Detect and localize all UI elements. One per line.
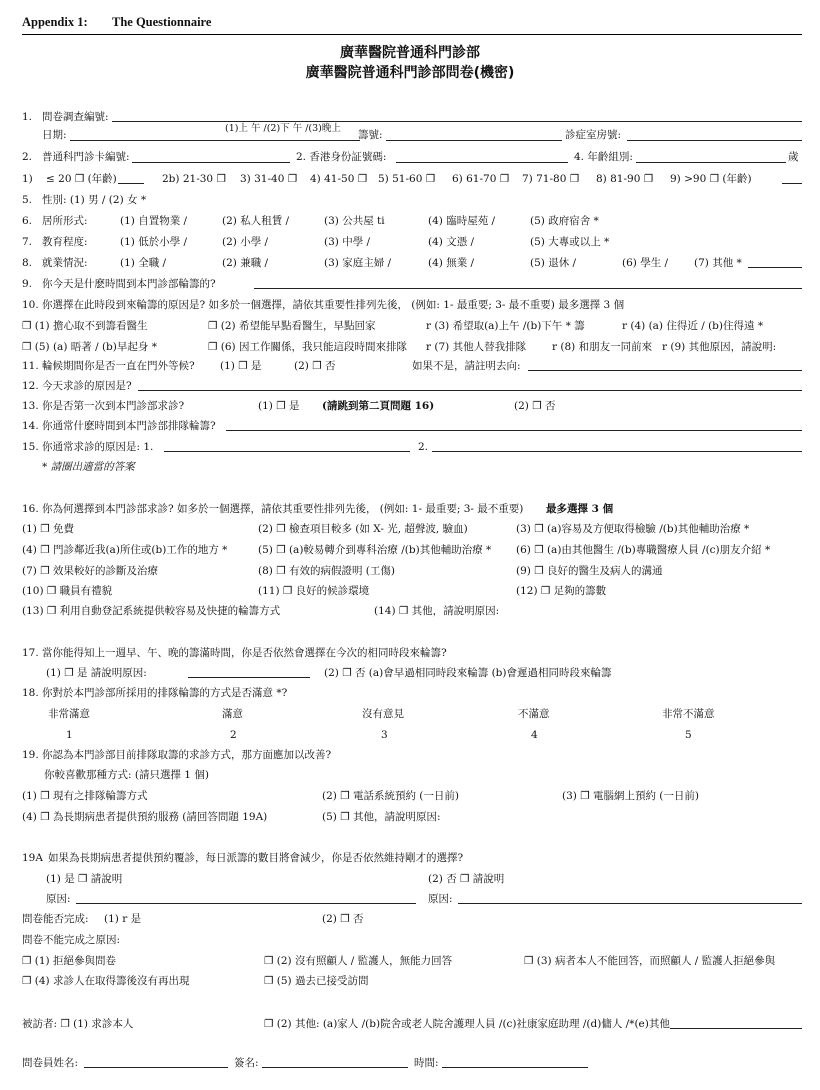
interviewer-name-label: 問卷員姓名: <box>22 1057 79 1069</box>
q14-line[interactable] <box>226 430 802 431</box>
q9-text: 你今天是什麽時間到本門診部輪籌的? <box>42 278 216 290</box>
q12-line[interactable] <box>138 390 802 391</box>
age-unit: 歲 <box>788 151 799 163</box>
age-group-3[interactable]: 3) 31-40 ❐ <box>240 173 298 185</box>
room-line[interactable] <box>627 140 802 141</box>
q6-num: 6. <box>22 215 33 227</box>
q19a-reason-line-2[interactable] <box>458 903 802 904</box>
q10-opt-3[interactable]: r (3) 希望取(a)上午 /(b)下午 * 籌 <box>426 320 585 332</box>
session-options: (1)上 午 /(2)下 午 /(3)晚上 <box>225 123 341 134</box>
q16-opt-8[interactable]: (8) ❐ 有效的病假證明 (工傷) <box>258 565 395 577</box>
q10-opt-5[interactable]: ❐ (5) (a) 晤著 / (b)早起身 * <box>22 341 157 353</box>
q14-num: 14. <box>22 420 39 432</box>
q16-bold: 最多選擇 3 個 <box>546 503 614 515</box>
q19a-num: 19A <box>22 852 43 864</box>
q16-opt-3[interactable]: (3) ❐ (a)容易及方便取得檢驗 /(b)其他輔助治療 * <box>516 523 750 535</box>
q11-follow: 如果不是，請註明去向: <box>412 360 521 372</box>
q19a-reason-1: 原因: <box>46 893 71 905</box>
q7-num: 7. <box>22 236 33 248</box>
q8-other-line[interactable] <box>748 267 802 268</box>
q15-text: 你通常求診的原因是: 1. <box>42 441 154 453</box>
q16-opt-12[interactable]: (12) ❐ 足夠的籌數 <box>516 585 607 597</box>
age-group-2[interactable]: 2b) 21-30 ❐ <box>162 173 226 185</box>
q15-num: 15. <box>22 441 39 453</box>
q17-line[interactable] <box>188 677 310 678</box>
incomplete-5[interactable]: ❐ (5) 過去已接受訪問 <box>264 975 369 987</box>
q19-opt-4[interactable]: (4) ❐ 為長期病患者提供預約服務 (請回答問題 19A) <box>22 811 268 823</box>
q10-opt-8[interactable]: r (8) 和朋友一同前來 <box>552 341 653 353</box>
q11-text: 輪候期間你是否一直在門外等候? <box>42 360 195 372</box>
q11-yes[interactable]: (1) ❐ 是 <box>220 360 262 372</box>
q15-line-2[interactable] <box>432 451 802 452</box>
q11-line[interactable] <box>528 370 802 371</box>
q19-opt-5[interactable]: (5) ❐ 其他，請說明原因: <box>322 811 441 823</box>
q18-scale-1[interactable]: 非常滿意 <box>48 708 90 720</box>
id-line[interactable] <box>396 162 568 163</box>
ticket-line[interactable] <box>386 140 562 141</box>
age-group-9[interactable]: 9) >90 ❐ (年齡) <box>670 173 752 185</box>
q9-line[interactable] <box>254 288 802 289</box>
time-line[interactable] <box>442 1067 588 1068</box>
age-group-1-line[interactable] <box>118 183 144 184</box>
q16-text: 你為何選擇到本門診部求診? 如多於一個選擇，請依其重要性排列先後， (例如: 1- 最重要; 3- 最不重要) <box>42 503 524 515</box>
q7-opt-5[interactable]: (5) 大專或以上 * <box>530 236 610 248</box>
q8-opt-7[interactable]: (7) 其他 * <box>694 257 742 269</box>
incomplete-3[interactable]: ❐ (3) 病者本人不能回答，而照顧人 / 監護人拒絕參與 <box>524 955 776 967</box>
time-label: 時間: <box>414 1057 439 1069</box>
q19a-text: 如果為長期病患者提供預約覆診，每日派籌的數目將會減少，你是否依然維持剛才的選擇? <box>48 852 464 864</box>
q19-text: 你認為本門診部目前排隊取籌的求診方式，那方面應加以改善? <box>42 749 332 761</box>
q6-opt-2[interactable]: (2) 私人租賃 / <box>222 215 290 227</box>
q6-opt-3[interactable]: (3) 公共屋 ti <box>324 215 385 227</box>
id-label: 2. 香港身份証號碼: <box>296 151 387 163</box>
q16-opt-10[interactable]: (10) ❐ 職員有禮貌 <box>22 585 113 597</box>
age-group-1[interactable]: ≤ 20 ❐ (年齡) <box>46 173 117 185</box>
q16-opt-5[interactable]: (5) ❐ (a)較易轉介到專科治療 /(b)其他輔助治療 * <box>258 544 492 556</box>
age-group-6[interactable]: 6) 61-70 ❐ <box>452 173 510 185</box>
q16-opt-2[interactable]: (2) ❐ 檢查項目較多 (如 X- 光, 超聲波, 驗血) <box>258 523 468 535</box>
room-label: 診症室房號: <box>565 129 622 141</box>
incomplete-1[interactable]: ❐ (1) 拒絕參與問卷 <box>22 955 116 967</box>
ticket-label: 籌號: <box>358 129 383 141</box>
q2-num: 2. <box>22 151 33 163</box>
respondent-self[interactable]: 被訪者: ❐ (1) 求診本人 <box>22 1018 134 1030</box>
q10-opt-4[interactable]: r (4) (a) 住得近 / (b)住得遠 * <box>622 320 764 332</box>
q12-text: 今天求診的原因是? <box>42 380 132 392</box>
q1-num: 1. <box>22 111 33 123</box>
title-line-1: 廣華醫院普通科門診部 <box>340 45 480 61</box>
q10-opt-9[interactable]: r (9) 其他原因，請說明: <box>662 341 777 353</box>
q19a-no[interactable]: (2) 否 ❐ 請說明 <box>428 873 505 885</box>
q10-opt-7[interactable]: r (7) 其他人替我排隊 <box>426 341 527 353</box>
q10-num: 10. <box>22 299 39 311</box>
q16-opt-6[interactable]: (6) ❐ (a)由其他醫生 /(b)專職醫療人員 /(c)朋友介紹 * <box>516 544 771 556</box>
incomplete-4[interactable]: ❐ (4) 求診人在取得籌後沒有再出現 <box>22 975 190 987</box>
q19a-reason-line-1[interactable] <box>76 903 416 904</box>
q6-opt-4[interactable]: (4) 臨時屋苑 / <box>428 215 496 227</box>
q18-num-1: 1 <box>66 729 73 741</box>
q8-opt-3[interactable]: (3) 家庭主婦 / <box>324 257 392 269</box>
q16-opt-9[interactable]: (9) ❐ 良好的醫生及病人的溝通 <box>516 565 663 577</box>
q18-scale-4[interactable]: 不滿意 <box>518 708 550 720</box>
q19a-reason-2: 原因: <box>428 893 453 905</box>
q10-text: 你選擇在此時段到來輪籌的原因是? 如多於一個選擇，請依其重要性排列先後， (例如: 1- 最重要; 3- 最不重要) 最多選擇 3 個 <box>42 299 625 311</box>
q18-num-4: 4 <box>531 729 538 741</box>
age-line[interactable] <box>636 162 786 163</box>
interviewer-name-line[interactable] <box>84 1067 228 1068</box>
q18-scale-3[interactable]: 沒有意見 <box>362 708 404 720</box>
q17-yes[interactable]: (1) ❐ 是 請說明原因: <box>46 667 147 679</box>
q8-num: 8. <box>22 257 33 269</box>
q16-num: 16. <box>22 503 39 515</box>
age-label: 4. 年齡組別: <box>574 151 633 163</box>
age-group-num: 1) <box>22 173 33 185</box>
q8-opt-2[interactable]: (2) 兼職 / <box>222 257 269 269</box>
q18-num-3: 3 <box>381 729 388 741</box>
card-line[interactable] <box>132 162 290 163</box>
q13-text: 你是否第一次到本門診部求診? <box>42 400 185 412</box>
date-line[interactable] <box>70 140 360 141</box>
q13-yes[interactable]: (1) ❐ 是 <box>258 400 300 412</box>
q19a-yes[interactable]: (1) 是 ❐ 請說明 <box>46 873 123 885</box>
respondent-other[interactable]: ❐ (2) 其他: (a)家人 /(b)院舍或老人院舍護理人員 /(c)社康家庭助理 /(d)傭人 /*(e)其他 <box>264 1018 670 1030</box>
age-group-9-line[interactable] <box>782 183 802 184</box>
q18-scale-5[interactable]: 非常不滿意 <box>662 708 715 720</box>
q18-num-2: 2 <box>230 729 237 741</box>
q18-scale-2[interactable]: 滿意 <box>222 708 243 720</box>
q7-label: 教育程度: <box>42 236 88 248</box>
q18-num-5: 5 <box>685 729 692 741</box>
q19-opt-3[interactable]: (3) ❐ 電腦網上預約 (一日前) <box>562 790 699 802</box>
q11-num: 11. <box>22 360 39 372</box>
completion-reason-label: 問卷不能完成之原因: <box>22 934 121 946</box>
q17-num: 17. <box>22 647 39 659</box>
q16-opt-13[interactable]: (13) ❐ 利用自動登記系統提供較容易及快捷的輪籌方式 <box>22 605 281 617</box>
date-label: 日期: <box>42 129 67 141</box>
q15-two: 2. <box>418 441 429 453</box>
q19-num: 19. <box>22 749 39 761</box>
age-group-4[interactable]: 4) 41-50 ❐ <box>310 173 368 185</box>
q16-opt-4[interactable]: (4) ❐ 門診鄰近我(a)所住或(b)工作的地方 * <box>22 544 228 556</box>
q17-no[interactable]: (2) ❐ 否 (a)會早過相同時段來輪籌 (b)會遲過相同時段來輪籌 <box>324 667 612 679</box>
q19-opt-1[interactable]: (1) ❐ 現有之排隊輪籌方式 <box>22 790 148 802</box>
completion-label: 問卷能否完成: <box>22 913 89 925</box>
completion-yes[interactable]: (1) r 是 <box>104 913 142 925</box>
q19-sub: 你較喜歡那種方式: (請只選擇 1 個) <box>44 769 209 781</box>
signature-label: 簽名: <box>234 1057 259 1069</box>
q10-opt-1[interactable]: ❐ (1) 擔心取不到籌看醫生 <box>22 320 148 332</box>
q12-num: 12. <box>22 380 39 392</box>
q15-line-1[interactable] <box>164 451 410 452</box>
q13-jump: (請跳到第二頁問題 16) <box>322 400 435 412</box>
q16-opt-11[interactable]: (11) ❐ 良好的候診環境 <box>258 585 370 597</box>
q16-opt-1[interactable]: (1) ❐ 免費 <box>22 523 74 535</box>
q5-num: 5. <box>22 194 33 206</box>
completion-no[interactable]: (2) ❐ 否 <box>322 913 364 925</box>
incomplete-2[interactable]: ❐ (2) 沒有照顧人 / 監護人，無能力回答 <box>264 955 453 967</box>
signature-line[interactable] <box>262 1067 408 1068</box>
q7-opt-1[interactable]: (1) 低於小學 / <box>120 236 188 248</box>
q13-no[interactable]: (2) ❐ 否 <box>514 400 556 412</box>
q13-num: 13. <box>22 400 39 412</box>
q8-label: 就業情況: <box>42 257 88 269</box>
q16-opt-14[interactable]: (14) ❐ 其他，請說明原因: <box>374 605 500 617</box>
q10-opt-2[interactable]: ❐ (2) 希望能早點看醫生，早點回家 <box>208 320 376 332</box>
q17-text: 當你能得知上一週早、午、晚的籌滿時間，你是否依然會選擇在今次的相同時段來輪籌? <box>42 647 447 659</box>
respondent-other-line[interactable] <box>670 1028 802 1029</box>
q14-text: 你通常什麽時間到本門診部排隊輪籌? <box>42 420 216 432</box>
q9-num: 9. <box>22 278 33 290</box>
q7-opt-2[interactable]: (2) 小學 / <box>222 236 269 248</box>
age-group-7[interactable]: 7) 71-80 ❐ <box>522 173 580 185</box>
q11-no[interactable]: (2) ❐ 否 <box>294 360 336 372</box>
q18-num: 18. <box>22 687 39 699</box>
header-rule <box>22 34 802 35</box>
q8-opt-5[interactable]: (5) 退休 / <box>530 257 577 269</box>
q18-text: 你對於本門診部所採用的排隊輪籌的方式是否滿意 *? <box>42 687 288 699</box>
q1-label: 問卷調查編號: <box>42 111 109 123</box>
age-group-5[interactable]: 5) 51-60 ❐ <box>378 173 436 185</box>
q6-label: 居所形式: <box>42 215 88 227</box>
appendix-title: The Questionnaire <box>112 15 212 29</box>
q5-text[interactable]: 性別: (1) 男 / (2) 女 * <box>42 194 147 206</box>
q19-opt-2[interactable]: (2) ❐ 電話系統預約 (一日前) <box>322 790 459 802</box>
q6-opt-1[interactable]: (1) 自置物業 / <box>120 215 188 227</box>
appendix-label: Appendix 1: <box>22 15 88 29</box>
q7-opt-4[interactable]: (4) 文憑 / <box>428 236 475 248</box>
title-line-2: 廣華醫院普通科門診部問卷(機密) <box>305 65 515 81</box>
q8-opt-4[interactable]: (4) 無業 / <box>428 257 475 269</box>
q15-note: * 請圈出適當的答案 <box>42 461 135 473</box>
age-group-8[interactable]: 8) 81-90 ❐ <box>596 173 654 185</box>
q8-opt-6[interactable]: (6) 學生 / <box>622 257 669 269</box>
card-label: 普通科門診卡編號: <box>42 151 130 163</box>
q8-opt-1[interactable]: (1) 全職 / <box>120 257 167 269</box>
q6-opt-5[interactable]: (5) 政府宿舍 * <box>530 215 599 227</box>
q10-opt-6[interactable]: ❐ (6) 因工作關係，我只能這段時間來排隊 <box>208 341 407 353</box>
q16-opt-7[interactable]: (7) ❐ 效果較好的診斷及治療 <box>22 565 158 577</box>
q7-opt-3[interactable]: (3) 中學 / <box>324 236 371 248</box>
q1-line[interactable] <box>112 121 802 122</box>
